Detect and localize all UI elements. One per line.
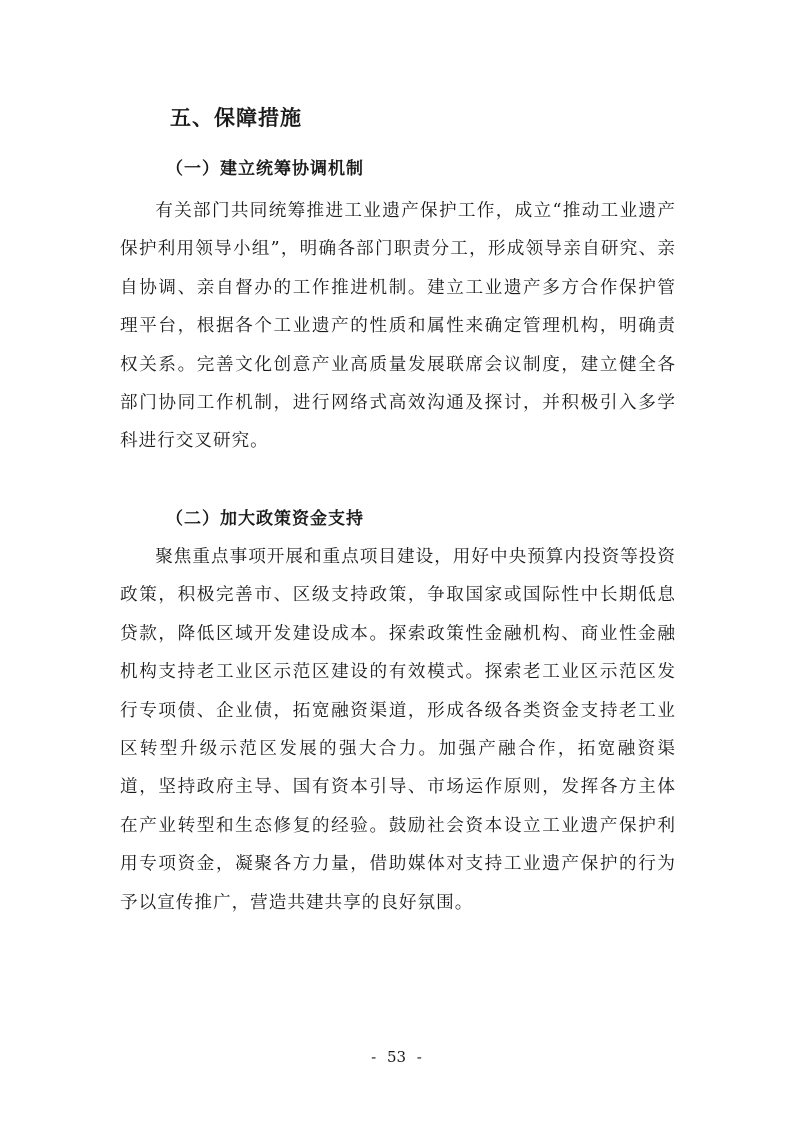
section-title: 五、保障措施 bbox=[170, 106, 302, 130]
page-number: - 53 - bbox=[371, 1048, 422, 1066]
subsection-paragraph-coordination: 有关部门共同统筹推进工业遗产保护工作，成立“推动工业遗产保护利用领导小组”，明确各部门职责分工，形成领导亲自研究、亲自协调、亲自督办的工作推进机制。建立工业遗产多方合作保护管理平台，根据各个工业遗产的性质和属性来确定管理机构，明确责权关系。完善文化创意产业高质量发展联席会议制度，建立健全各部门协同工作机制，进行网络式高效沟通及探讨，并积极引入多学科进行交叉研究。 bbox=[120, 201, 676, 452]
subsection-paragraph-funding: 聚焦重点事项开展和重点项目建设，用好中央预算内投资等投资政策，积极完善市、区级支持政策，争取国家或国际性中长期低息贷款，降低区域开发建设成本。探索政策性金融机构、商业性金融机构支持老工业区示范区建设的有效模式。探索老工业区示范区发行专项债、企业债，拓宽融资渠道，形成各级各类资金支持老工业区转型升级示范区发展的强大合力。加强产融合作，拓宽融资渠道，坚持政府主导、国有资本引导、市场运作原则，发挥各方主体在产业转型和生态修复的经验。鼓励社会资本设立工业遗产保护利用专项资金，凝聚各方力量，借助媒体对支持工业遗产保护的行为予以宣传推广，营造共建共享的良好氛围。 bbox=[120, 547, 676, 913]
subsection-heading-funding: （二）加大政策资金支持 bbox=[166, 509, 364, 529]
subsection-heading-coordination: （一）建立统筹协调机制 bbox=[166, 159, 364, 179]
